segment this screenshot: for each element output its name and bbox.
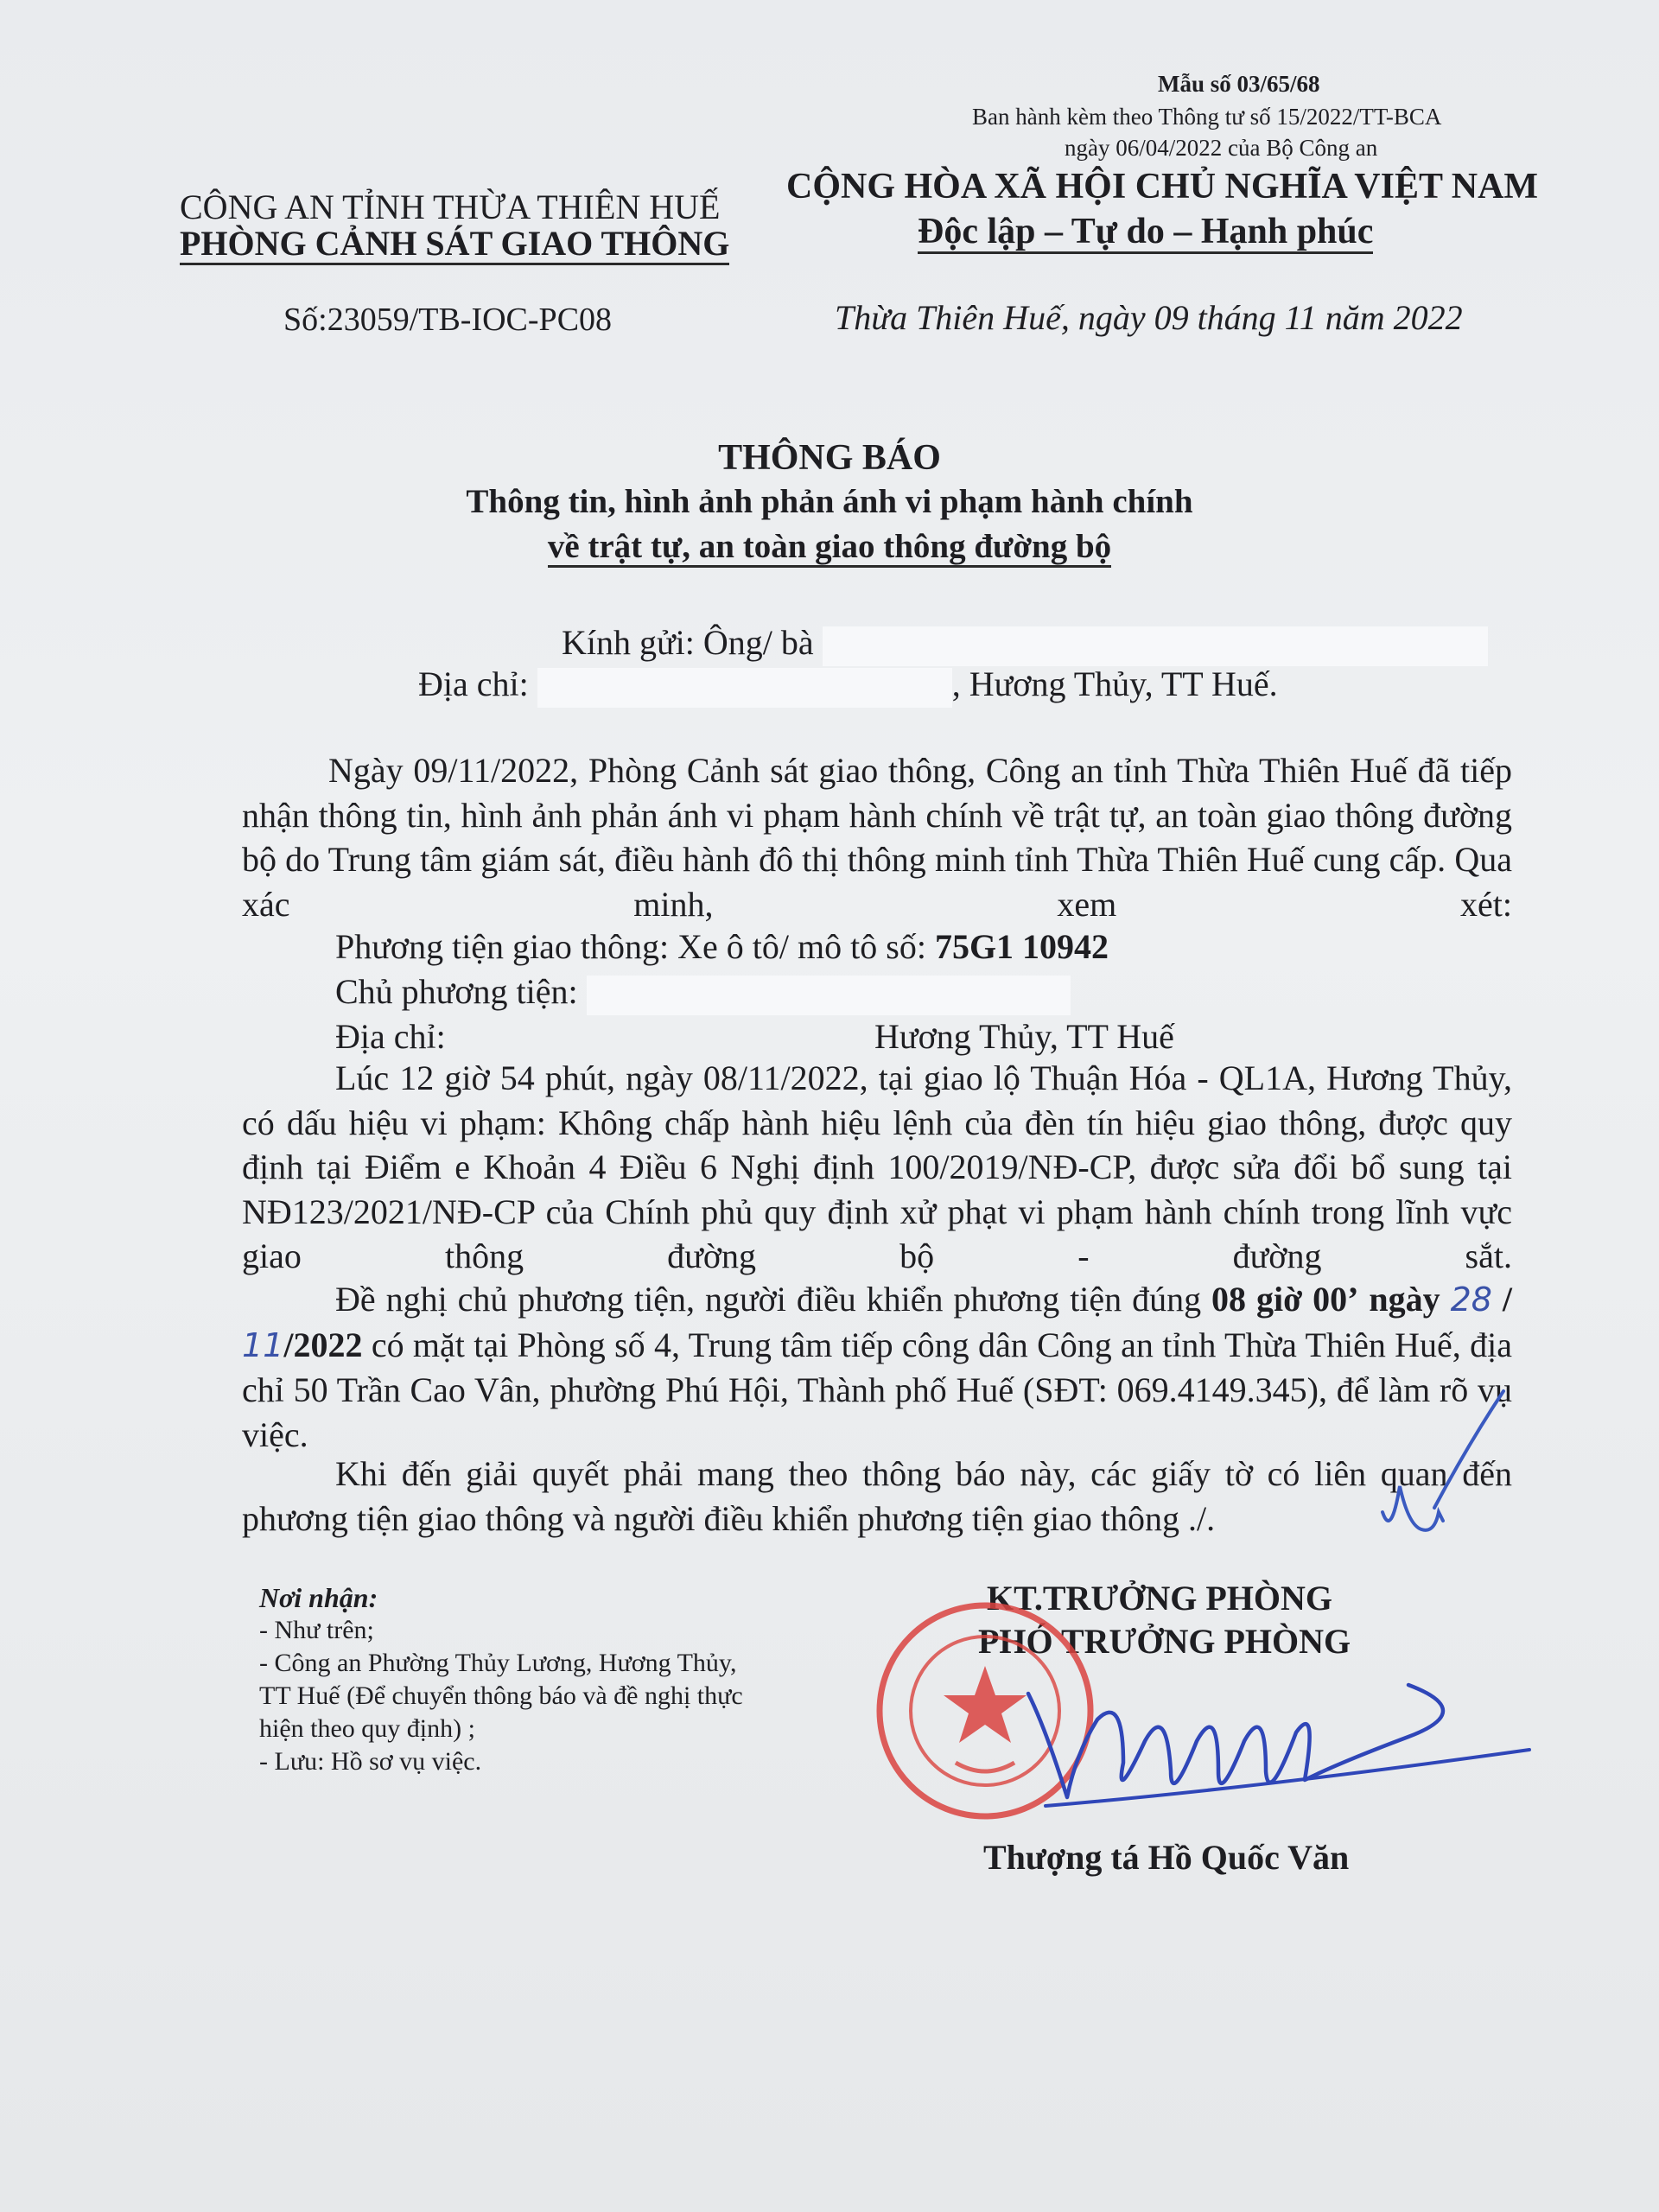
notice-title: THÔNG BÁO: [718, 438, 941, 478]
signer-title-1: KT.TRƯỞNG PHÒNG: [987, 1579, 1332, 1618]
owner-address-value: Hương Thủy, TT Huế: [874, 1017, 1174, 1056]
redacted-owner: [587, 976, 1071, 1015]
receiver-item: - Lưu: Hồ sơ vụ việc.: [259, 1747, 482, 1776]
receiver-item: - Như trên;: [259, 1616, 374, 1644]
handwritten-day: 28: [1450, 1281, 1492, 1319]
signer-title-2: PHÓ TRƯỞNG PHÒNG: [978, 1622, 1351, 1661]
agency-line1: CÔNG AN TỈNH THỪA THIÊN HUẾ: [180, 188, 721, 226]
recipient-address: Địa chỉ: , Hương Thủy, TT Huế.: [418, 664, 1278, 708]
notice-subtitle-1: Thông tin, hình ảnh phản ánh vi phạm hành chính: [466, 483, 1193, 520]
form-issued-line2: ngày 06/04/2022 của Bộ Công an: [1065, 135, 1378, 161]
owner-line: Chủ phương tiện:: [335, 971, 1071, 1015]
signature: [994, 1659, 1547, 1832]
reference-number: Số:23059/TB-IOC-PC08: [283, 302, 613, 338]
owner-address-label: Địa chỉ:: [335, 1017, 446, 1056]
handwritten-check-mark: [1374, 1382, 1512, 1547]
receiver-item: - Công an Phường Thủy Lương, Hương Thủy,: [259, 1649, 737, 1677]
form-issued-line1: Ban hành kèm theo Thông tư số 15/2022/TT-BCA: [972, 104, 1442, 130]
paragraph-1: Ngày 09/11/2022, Phòng Cảnh sát giao thông, Công an tỉnh Thừa Thiên Huế đã tiếp nhận thông tin, hình ảnh phản ánh vi phạm hành chính về trật tự, an toàn giao thông đường bộ do Trung tâm giám sát, điều hành đô thị thông minh tỉnh Thừa Thiên Huế cung cấp. Qua xác minh, xem xét:: [242, 751, 1512, 924]
paragraph-3: Đề nghị chủ phương tiện, người điều khiển phương tiện đúng 08 giờ 00’ ngày 28 / 11/2022 có mặt tại Phòng số 4, Trung tâm tiếp công dân Công an tỉnh Thừa Thiên Huế, địa chỉ 50 Trần Cao Vân, phường Phú Hội, Thành phố Huế (SĐT: 069.4149.345), để làm rõ vụ việc.: [242, 1280, 1513, 1454]
place-date: Thừa Thiên Huế, ngày 09 tháng 11 năm 2022: [835, 298, 1463, 337]
receiver-item: hiện theo quy định) ;: [259, 1714, 475, 1743]
receiver-item: TT Huế (Để chuyển thông báo và đề nghị thực: [259, 1681, 743, 1710]
vehicle-line: Phương tiện giao thông: Xe ô tô/ mô tô số: 75G1 10942: [335, 927, 1109, 966]
recipient-greeting: Kính gửi: Ông/ bà: [562, 622, 1488, 666]
redacted-name: [823, 626, 1488, 666]
redacted-address: [537, 668, 952, 708]
signer-name: Thượng tá Hồ Quốc Văn: [983, 1838, 1350, 1877]
receivers-heading: Nơi nhận:: [259, 1582, 378, 1613]
nation-line1: CỘNG HÒA XÃ HỘI CHỦ NGHĨA VIỆT NAM: [786, 167, 1539, 207]
paragraph-2: Lúc 12 giờ 54 phút, ngày 08/11/2022, tại giao lộ Thuận Hóa - QL1A, Hương Thủy, có dấu hiệu vi phạm: Không chấp hành hiệu lệnh của đèn tín hiệu giao thông, được quy định tại Điểm e Khoản 4 Điều 6 Nghị định 100/2019/NĐ-CP, được sửa đổi bổ sung tại NĐ123/2021/NĐ-CP của Chính phủ quy định xử phạt vi phạm hành chính trong lĩnh vực giao thông đường bộ - đường sắt.: [242, 1058, 1512, 1275]
notice-subtitle-2: về trật tự, an toàn giao thông đường bộ: [0, 527, 1659, 566]
form-number: Mẫu số 03/65/68: [1158, 71, 1320, 97]
handwritten-month: 11: [242, 1325, 284, 1364]
nation-line2: Độc lập – Tự do – Hạnh phúc: [918, 211, 1373, 252]
paragraph-4: Khi đến giải quyết phải mang theo thông báo này, các giấy tờ có liên quan đến phương tiện giao thông và người điều khiển phương tiện giao thông ./.: [242, 1454, 1512, 1538]
agency-line2: PHÒNG CẢNH SÁT GIAO THÔNG: [180, 223, 729, 264]
